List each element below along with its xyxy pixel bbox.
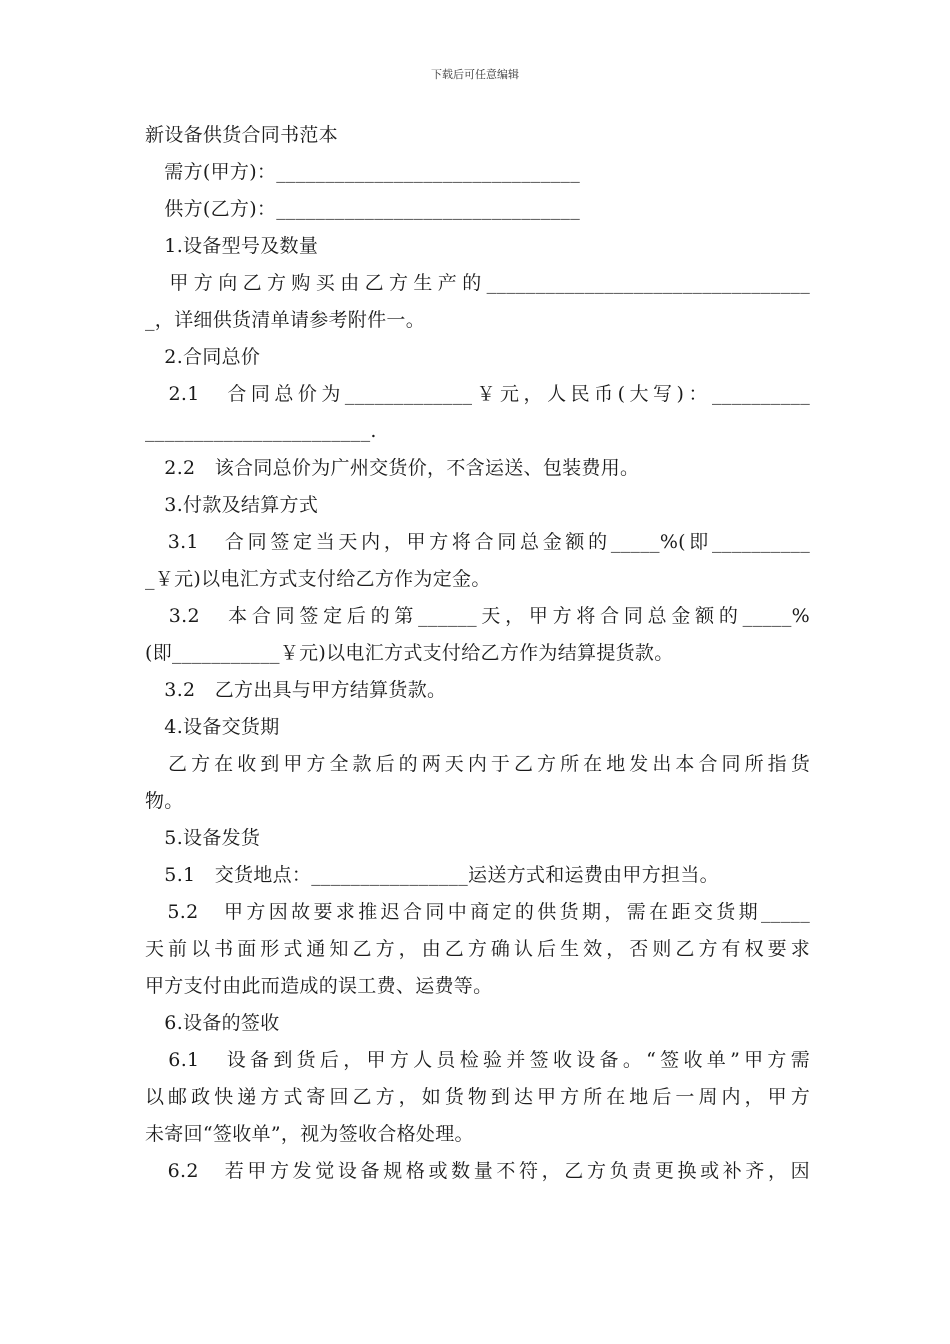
paragraph-line: 3.2 乙方出具与甲方结算货款。 [145,679,447,701]
document-title: 新设备供货合同书范本 [145,124,339,146]
paragraph-line: 6.1 设备到货后，甲方人员检验并签收设备。“签收单”甲方需 [145,1049,810,1071]
paragraph-line: 未寄回“签收单”，视为签收合格处理。 [145,1123,474,1145]
section-heading: 2.合同总价 [145,346,261,368]
paragraph-line: 甲方支付由此而造成的误工费、运费等。 [145,975,493,997]
paragraph-line: _￥元)以电汇方式支付给乙方作为定金。 [145,568,491,590]
paragraph-line: 乙方在收到甲方全款后的两天内于乙方所在地发出本合同所指货 [145,753,810,775]
section-heading: 1.设备型号及数量 [145,235,319,257]
paragraph-line: 3.1 合同签定当天内，甲方将合同总金额的_____%(即__________ [145,531,810,553]
paragraph-line: 2.2 该合同总价为广州交货价，不含运送、包装费用。 [145,457,640,479]
paragraph-line: 5.1 交货地点：________________运送方式和运费由甲方担当。 [145,864,719,886]
section-heading: 6.设备的签收 [145,1012,280,1034]
paragraph-line: _，详细供货清单请参考附件一。 [145,309,426,331]
section-heading: 5.设备发货 [145,827,261,849]
page-header: 下载后可任意编辑 [431,68,519,81]
paragraph-line: 5.2 甲方因故要求推迟合同中商定的供货期，需在距交货期_____ [145,901,810,923]
paragraph-line: 6.2 若甲方发觉设备规格或数量不符，乙方负责更换或补齐，因 [145,1160,810,1182]
paragraph-line: 天前以书面形式通知乙方，由乙方确认后生效，否则乙方有权要求 [145,938,810,960]
section-heading: 3.付款及结算方式 [145,494,319,516]
paragraph-line: 物。 [145,790,184,812]
paragraph-line: _______________________. [145,420,377,442]
supplier-line: 供方(乙方)：_______________________________ [145,198,581,220]
section-heading: 4.设备交货期 [145,716,280,738]
paragraph-line: 甲方向乙方购买由乙方生产的_________________________________ [145,272,810,294]
buyer-line: 需方(甲方)：_______________________________ [145,161,581,183]
paragraph-line: (即___________￥元)以电汇方式支付给乙方作为结算提货款。 [145,642,674,664]
paragraph-line: 以邮政快递方式寄回乙方，如货物到达甲方所在地后一周内，甲方 [145,1086,810,1108]
paragraph-line: 3.2 本合同签定后的第______天，甲方将合同总金额的_____% [145,605,810,627]
paragraph-line: 2.1 合同总价为_____________￥元，人民币(大写)：__________ [145,383,810,405]
